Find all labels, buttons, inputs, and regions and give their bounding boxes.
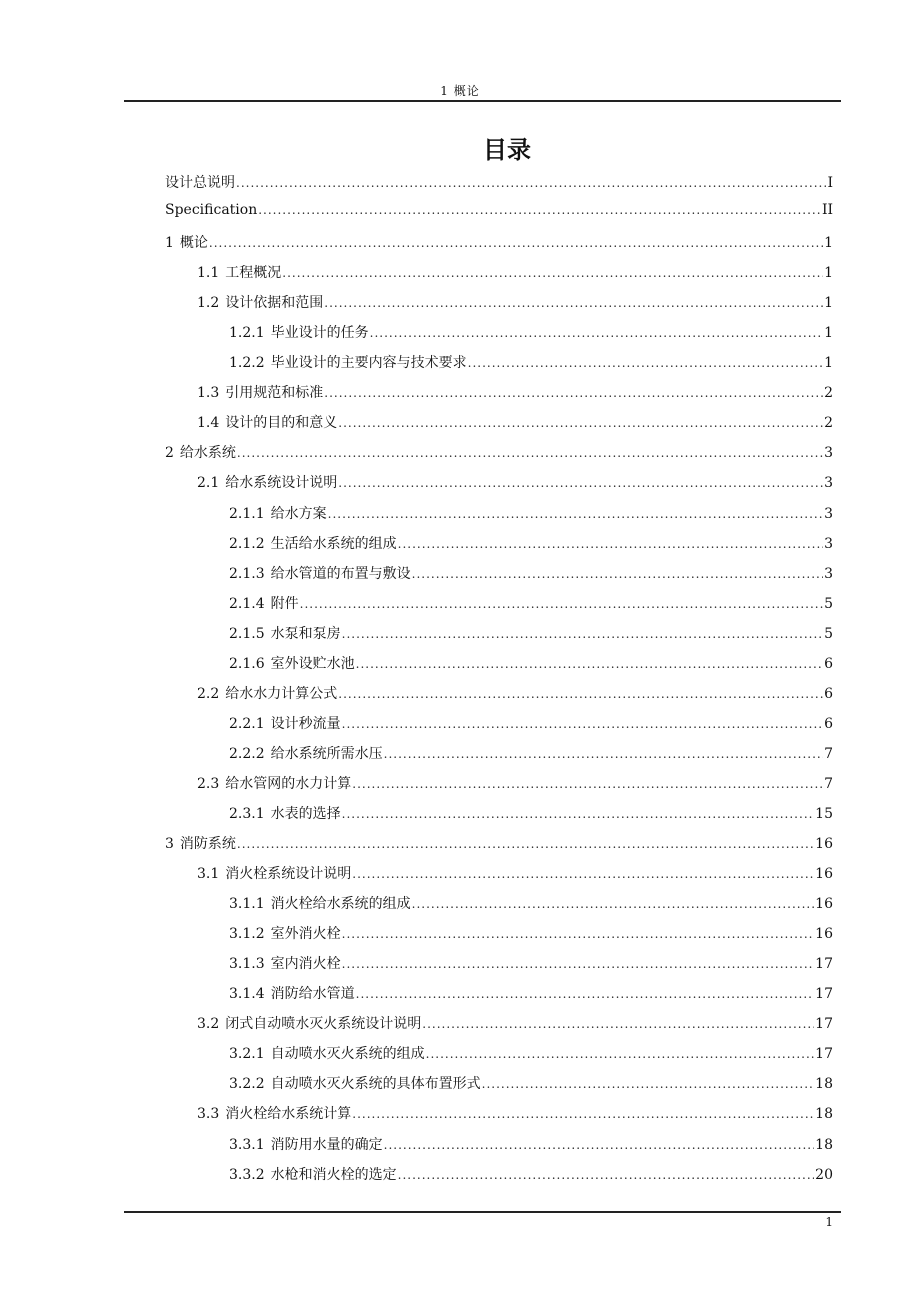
toc-section-number: 1.1: [197, 265, 220, 282]
toc-leader-dots: [342, 717, 823, 731]
toc-leader-dots: [338, 687, 823, 701]
toc-entry-title: 给水水力计算公式: [225, 685, 338, 702]
toc-page-number: 1: [824, 355, 833, 372]
toc-section-number: 2.3: [197, 775, 220, 792]
toc-section-number: 3.2.1: [229, 1046, 265, 1063]
toc-leader-dots: [384, 1138, 815, 1152]
toc-leader-dots: [237, 837, 814, 851]
toc-entry[interactable]: [165, 1164, 833, 1194]
toc-leader-dots: [324, 296, 823, 310]
toc-section-number: 1.4: [197, 415, 220, 432]
toc-section-number: 2.1: [197, 475, 220, 492]
toc-leader-dots: [352, 1107, 814, 1121]
toc-page-number: 7: [824, 745, 833, 762]
table-of-contents: [165, 172, 833, 1194]
toc-section-number: 2.1.5: [229, 625, 265, 642]
toc-leader-dots: [412, 567, 823, 581]
toc-page-number: II: [821, 202, 833, 219]
toc-section-number: 1.3: [197, 385, 220, 402]
toc-page-number: 3: [824, 535, 833, 552]
toc-entry[interactable]: [165, 983, 833, 1013]
toc-page-number: 17: [815, 1016, 833, 1033]
toc-section-number: 2.1.4: [229, 595, 265, 612]
toc-entry[interactable]: [165, 262, 833, 292]
toc-page-number: 16: [815, 896, 833, 913]
toc-section-number: 2.1.2: [229, 535, 265, 552]
toc-entry[interactable]: [165, 1134, 833, 1164]
toc-leader-dots: [422, 1017, 814, 1031]
toc-leader-dots: [426, 1047, 815, 1061]
toc-leader-dots: [236, 176, 826, 190]
toc-section-number: 2.3.1: [229, 805, 265, 822]
toc-section-number: 1: [165, 235, 174, 252]
toc-section-number: 3.1.3: [229, 956, 265, 973]
toc-page-number: 6: [824, 715, 833, 732]
toc-entry[interactable]: [165, 172, 833, 202]
toc-section-number: 3.1.2: [229, 926, 265, 943]
toc-leader-dots: [370, 326, 823, 340]
toc-leader-dots: [258, 203, 821, 217]
toc-page-number: 18: [815, 1106, 833, 1123]
toc-page-number: 3: [824, 475, 833, 492]
toc-entry[interactable]: [165, 563, 833, 593]
toc-leader-dots: [237, 446, 823, 460]
toc-entry-title: 消防系统: [179, 836, 236, 853]
toc-leader-dots: [342, 957, 815, 971]
toc-entry-title: 水表的选择: [270, 805, 341, 822]
toc-entry[interactable]: [165, 623, 833, 653]
toc-entry-title: 自动喷水灭火系统的组成: [270, 1046, 425, 1063]
toc-section-number: 2: [165, 445, 174, 462]
toc-entry[interactable]: [165, 352, 833, 382]
toc-entry[interactable]: [165, 232, 833, 262]
toc-entry[interactable]: [165, 1073, 833, 1103]
toc-entry-title: 水枪和消火栓的选定: [270, 1166, 397, 1183]
toc-entry-title: 毕业设计的任务: [270, 325, 369, 342]
toc-page-number: 5: [824, 595, 833, 612]
toc-entry-title: 消防给水管道: [270, 986, 355, 1003]
toc-section-number: 1.2: [197, 295, 220, 312]
toc-entry-title: 设计依据和范围: [225, 295, 324, 312]
toc-entry-title: 水泵和泵房: [270, 625, 341, 642]
toc-entry-title: 自动喷水灭火系统的具体布置形式: [270, 1076, 481, 1093]
toc-page-number: 1: [824, 325, 833, 342]
toc-entry[interactable]: [165, 382, 833, 412]
toc-section-number: 3: [165, 836, 174, 853]
toc-leader-dots: [338, 416, 823, 430]
toc-entry-title: 设计总说明: [165, 175, 235, 191]
toc-entry-title: 设计秒流量: [270, 715, 341, 732]
toc-page-number: 20: [815, 1166, 833, 1183]
toc-page-number: 5: [824, 625, 833, 642]
toc-section-number: 2.1.6: [229, 655, 265, 672]
toc-entry-title: 设计的目的和意义: [225, 415, 338, 432]
toc-leader-dots: [398, 1168, 815, 1182]
toc-leader-dots: [209, 236, 823, 250]
toc-entry-title: 附件: [270, 595, 299, 612]
header-rule: [124, 100, 841, 102]
toc-entry[interactable]: [165, 1013, 833, 1043]
toc-leader-dots: [282, 266, 823, 280]
toc-section-number: 1.2.2: [229, 355, 265, 372]
toc-page-number: 18: [815, 1136, 833, 1153]
toc-page-number: 3: [824, 445, 833, 462]
toc-entry[interactable]: [165, 442, 833, 472]
toc-entry[interactable]: [165, 743, 833, 773]
toc-entry[interactable]: [165, 893, 833, 923]
toc-page-number: 1: [824, 235, 833, 252]
toc-section-number: 3.3.2: [229, 1166, 265, 1183]
toc-leader-dots: [342, 627, 823, 641]
toc-entry-title: 给水管网的水力计算: [225, 775, 352, 792]
toc-entry-title: Specification: [165, 202, 258, 219]
toc-entry[interactable]: [165, 292, 833, 322]
toc-entry[interactable]: [165, 593, 833, 623]
toc-leader-dots: [356, 987, 815, 1001]
toc-entry[interactable]: [165, 863, 833, 893]
toc-section-number: 2.2: [197, 685, 220, 702]
toc-leader-dots: [398, 537, 823, 551]
toc-page-number: 7: [824, 775, 833, 792]
toc-entry[interactable]: [165, 923, 833, 953]
toc-entry-title: 给水系统: [179, 445, 236, 462]
toc-page-number: 16: [815, 926, 833, 943]
toc-section-number: 2.2.2: [229, 745, 265, 762]
toc-entry-title: 引用规范和标准: [225, 385, 324, 402]
toc-leader-dots: [342, 807, 815, 821]
toc-entry[interactable]: [165, 713, 833, 743]
toc-leader-dots: [328, 507, 823, 521]
toc-page-number: 15: [815, 805, 833, 822]
toc-page-number: 1: [824, 265, 833, 282]
toc-leader-dots: [412, 897, 815, 911]
toc-entry-title: 消防用水量的确定: [270, 1136, 383, 1153]
toc-page-number: 16: [815, 866, 833, 883]
toc-entry-title: 室外设贮水池: [270, 655, 355, 672]
toc-leader-dots: [300, 597, 823, 611]
toc-entry[interactable]: [165, 533, 833, 563]
toc-leader-dots: [352, 777, 823, 791]
toc-entry-title: 给水系统所需水压: [270, 745, 383, 762]
toc-entry-title: 闭式自动喷水灭火系统设计说明: [225, 1016, 422, 1033]
toc-page-number: 6: [824, 685, 833, 702]
toc-entry[interactable]: [165, 412, 833, 442]
footer-rule: [124, 1211, 841, 1213]
toc-entry[interactable]: [165, 683, 833, 713]
toc-entry-title: 消火栓给水系统的组成: [270, 896, 411, 913]
toc-page-number: 2: [824, 385, 833, 402]
toc-entry-title: 室内消火栓: [270, 956, 341, 973]
toc-leader-dots: [338, 476, 823, 490]
toc-entry[interactable]: [165, 1103, 833, 1133]
toc-leader-dots: [342, 927, 815, 941]
toc-page-number: 1: [824, 295, 833, 312]
toc-page-number: 3: [824, 505, 833, 522]
toc-entry-title: 概论: [179, 235, 208, 252]
toc-section-number: 1.2.1: [229, 325, 265, 342]
running-header: 1 概论: [440, 84, 480, 98]
toc-section-number: 2.1.3: [229, 565, 265, 582]
toc-leader-dots: [482, 1077, 815, 1091]
toc-entry-title: 室外消火栓: [270, 926, 341, 943]
toc-page-number: I: [827, 175, 833, 191]
toc-entry[interactable]: [165, 503, 833, 533]
toc-leader-dots: [356, 657, 823, 671]
toc-section-number: 3.2.2: [229, 1076, 265, 1093]
toc-entry-title: 毕业设计的主要内容与技术要求: [270, 355, 467, 372]
toc-entry[interactable]: [165, 653, 833, 683]
toc-page-number: 17: [815, 1046, 833, 1063]
toc-entry[interactable]: [165, 803, 833, 833]
page-title: 目录: [483, 136, 531, 164]
toc-page-number: 3: [824, 565, 833, 582]
toc-page-number: 17: [815, 956, 833, 973]
toc-entry[interactable]: [165, 472, 833, 502]
toc-page-number: 6: [824, 655, 833, 672]
toc-entry[interactable]: [165, 773, 833, 803]
toc-section-number: 3.3: [197, 1106, 220, 1123]
toc-leader-dots: [352, 867, 814, 881]
toc-entry-title: 给水系统设计说明: [225, 475, 338, 492]
toc-section-number: 3.1.4: [229, 986, 265, 1003]
toc-section-number: 3.3.1: [229, 1136, 265, 1153]
toc-entry[interactable]: [165, 953, 833, 983]
toc-page-number: 16: [815, 836, 833, 853]
toc-entry[interactable]: [165, 322, 833, 352]
toc-page-number: 18: [815, 1076, 833, 1093]
toc-leader-dots: [384, 747, 823, 761]
toc-leader-dots: [324, 386, 823, 400]
toc-page-number: 17: [815, 986, 833, 1003]
toc-leader-dots: [468, 356, 823, 370]
toc-entry-title: 消火栓给水系统计算: [225, 1106, 352, 1123]
toc-entry[interactable]: [165, 202, 833, 232]
toc-page-number: 2: [824, 415, 833, 432]
toc-section-number: 3.1: [197, 866, 220, 883]
toc-section-number: 2.2.1: [229, 715, 265, 732]
toc-section-number: 2.1.1: [229, 505, 265, 522]
toc-entry[interactable]: [165, 833, 833, 863]
toc-entry[interactable]: [165, 1043, 833, 1073]
toc-entry-title: 消火栓系统设计说明: [225, 866, 352, 883]
toc-section-number: 3.1.1: [229, 896, 265, 913]
toc-entry-title: 工程概况: [225, 265, 282, 282]
toc-entry-title: 生活给水系统的组成: [270, 535, 397, 552]
toc-section-number: 3.2: [197, 1016, 220, 1033]
toc-entry-title: 给水管道的布置与敷设: [270, 565, 411, 582]
toc-entry-title: 给水方案: [270, 505, 327, 522]
footer-page-number: 1: [825, 1215, 833, 1229]
